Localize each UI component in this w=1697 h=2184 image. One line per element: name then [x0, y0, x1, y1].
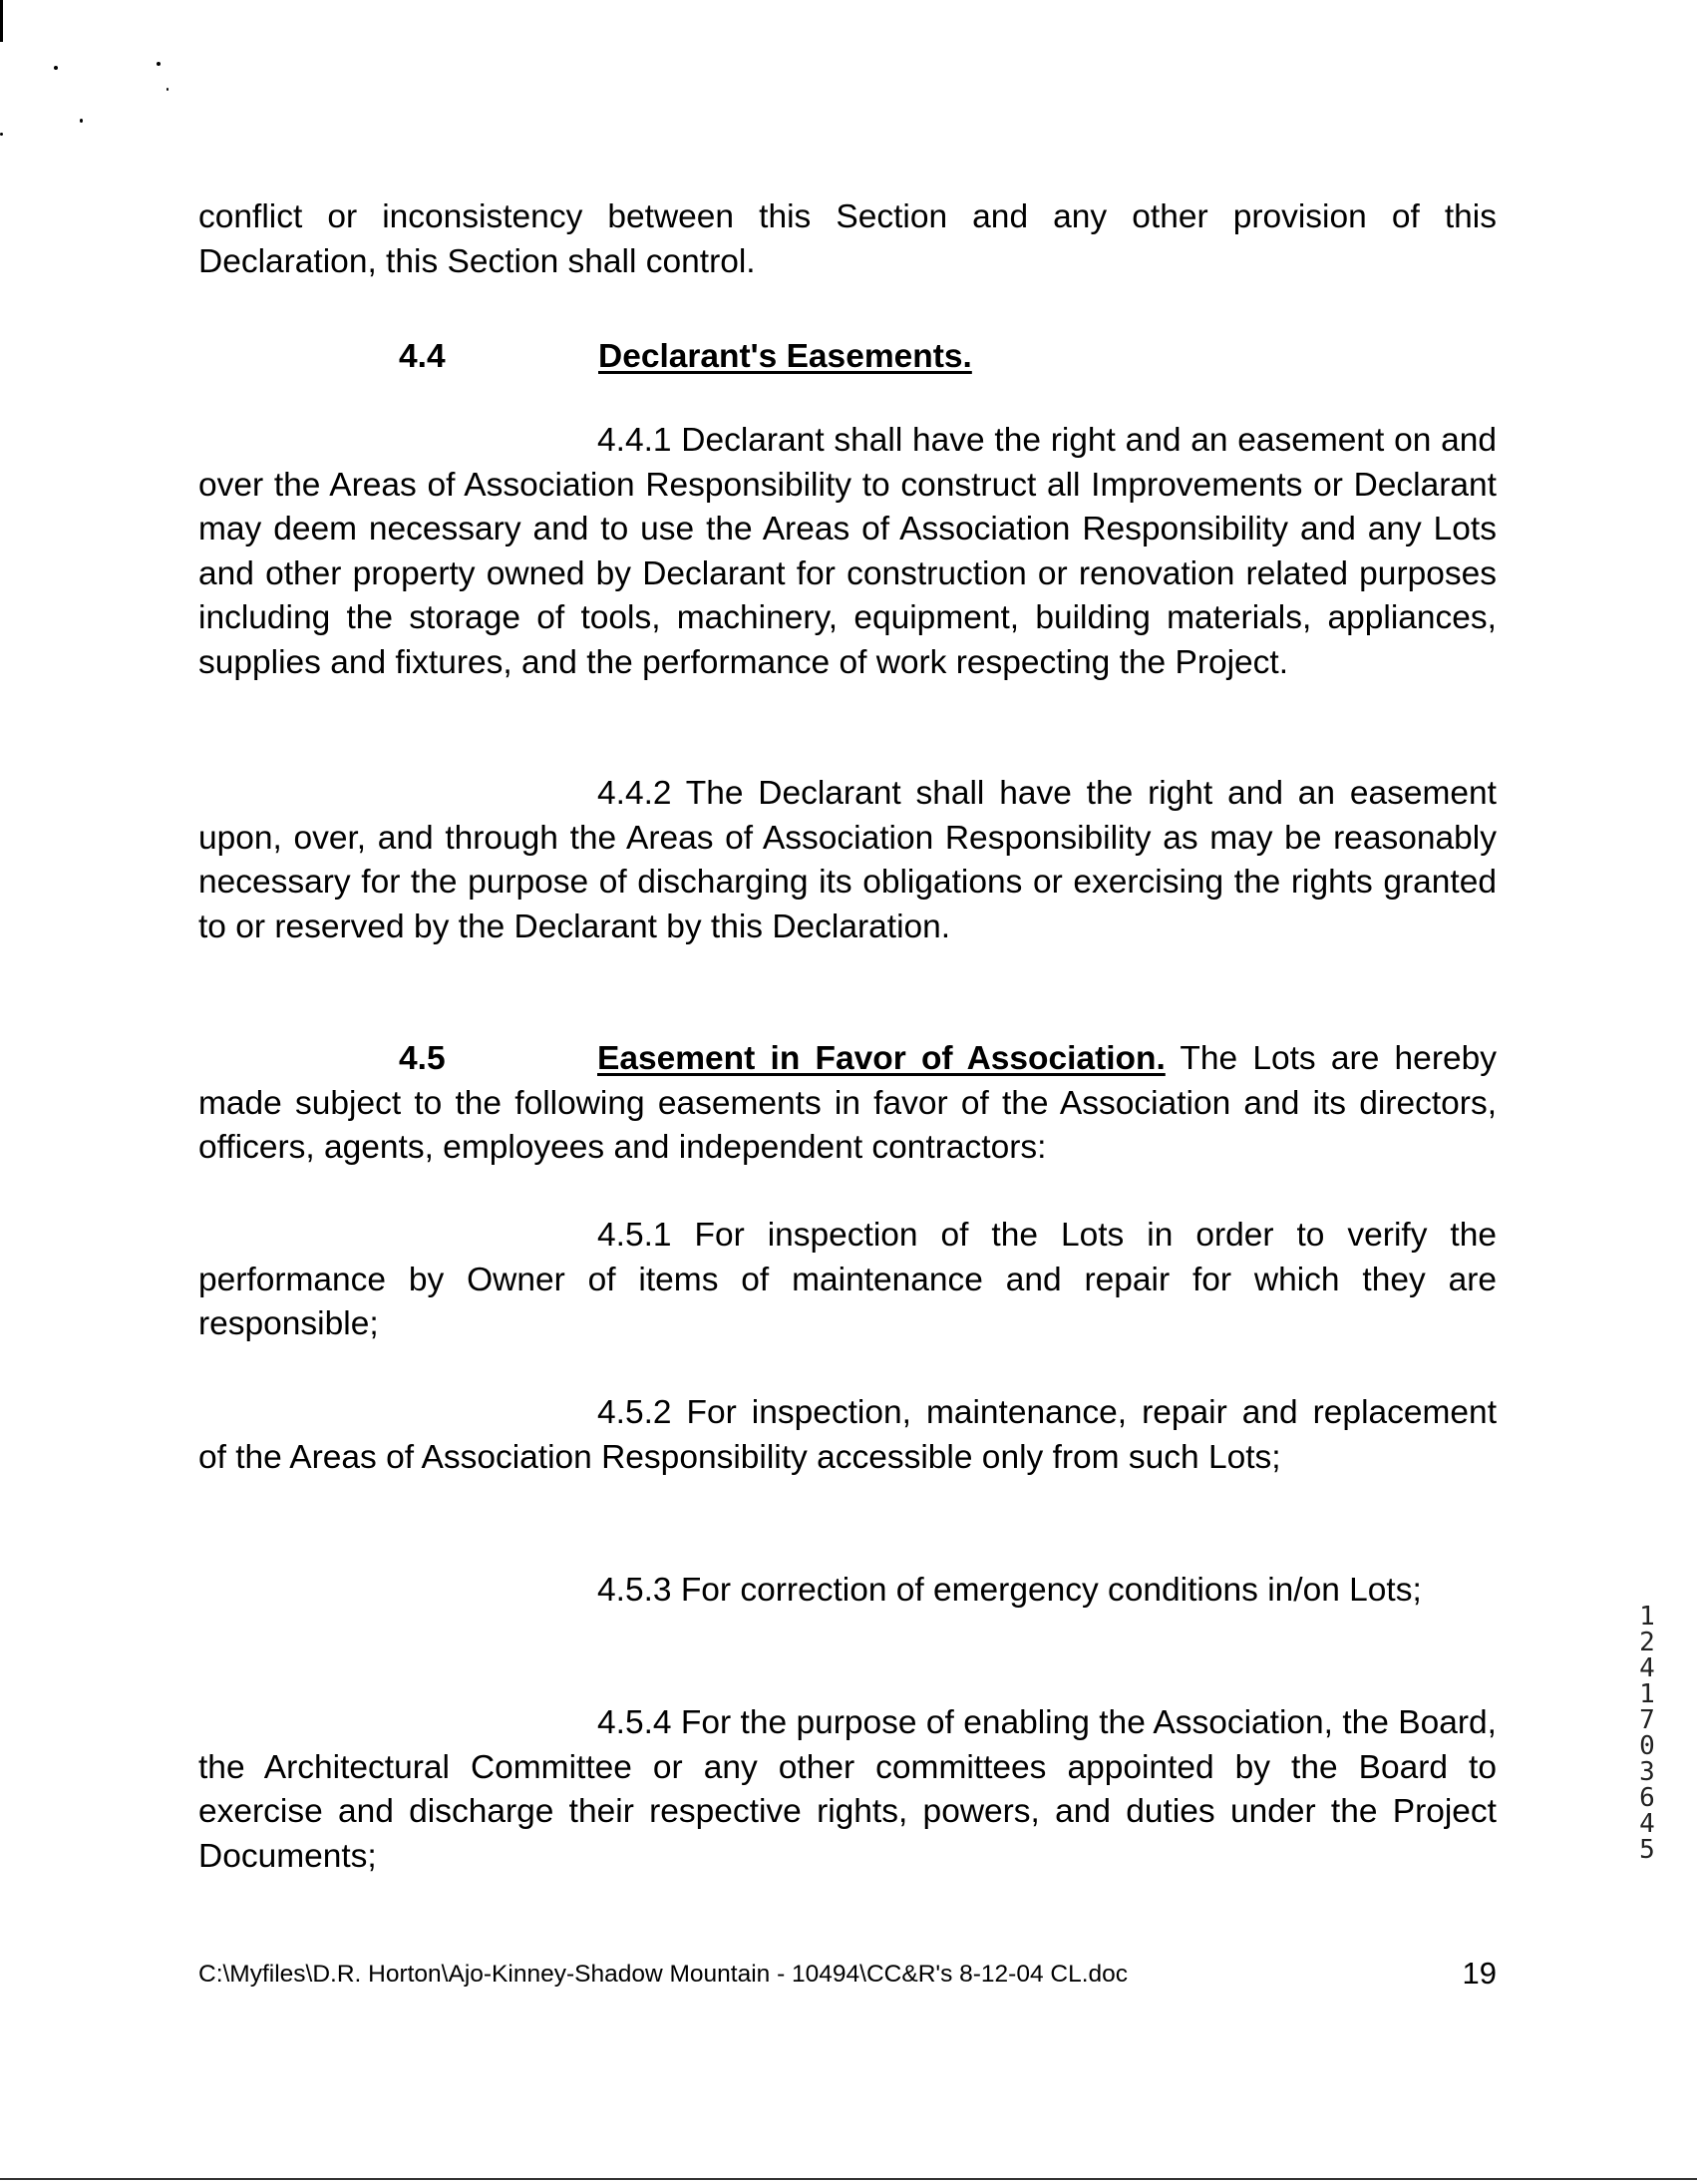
- paragraph-4-5-1: 4.5.1 For inspection of the Lots in order to verify the performance by Owner of items of maintenance and repair for which they are responsible;: [198, 1217, 1497, 1342]
- recording-stamp: 12417 03645: [1639, 1602, 1671, 1865]
- section-number: 4.5: [399, 1040, 446, 1077]
- section-4-5-paragraph: [198, 1037, 1497, 1171]
- scan-edge-mark: [0, 0, 3, 42]
- paragraph-4-5-3: 4.5.3 For correction of emergency conditions in/on Lots;: [597, 1572, 1422, 1609]
- footer-file-path: C:\Myfiles\D.R. Horton\Ajo-Kinney-Shadow Mountain - 10494\CC&R's 8-12-04 CL.doc: [198, 1961, 1129, 1988]
- section-number: 4.4: [399, 338, 446, 375]
- page-number: 19: [1462, 1956, 1497, 1991]
- section-title: Easement in Favor of Association.: [597, 1040, 1166, 1077]
- paragraph-4-5-2: 4.5.2 For inspection, maintenance, repair and replacement of the Areas of Association Responsibility accessible only from such Lots;: [198, 1394, 1497, 1476]
- scan-bottom-edge: [0, 2178, 1697, 2180]
- paragraph-4-4-1: 4.4.1 Declarant shall have the right and an easement on and over the Areas of Association Responsibility to construct all Improvements or Declarant may deem necessary and to use the Areas of Association Responsibility and any Lots and other property owned by Declarant for construction or renovation related purposes including the storage of tools, machinery, equipment, building materials, appliances, supplies and fixtures, and the performance of work respecting the Project.: [198, 422, 1497, 681]
- intro-paragraph: conflict or inconsistency between this Section and any other provision of this Declaration, this Section shall control.: [198, 198, 1497, 280]
- section-title: Declarant's Easements.: [598, 338, 972, 375]
- paragraph-4-5-4: 4.5.4 For the purpose of enabling the Association, the Board, the Architectural Committee or any other committees appointed by the Board to exercise and discharge their respective rights, powers, and duties under the Project Documents;: [198, 1704, 1497, 1875]
- section-body: The Lots are hereby made subject to the following easements in favor of the Association and its directors, officers, agents, employees and independent contractors:: [198, 1040, 1497, 1166]
- paragraph-4-4-2: 4.4.2 The Declarant shall have the right and an easement upon, over, and through the Areas of Association Responsibility as may be reasonably necessary for the purpose of discharging its obligations or exercising the rights granted to or reserved by the Declarant by this Declaration.: [198, 775, 1497, 945]
